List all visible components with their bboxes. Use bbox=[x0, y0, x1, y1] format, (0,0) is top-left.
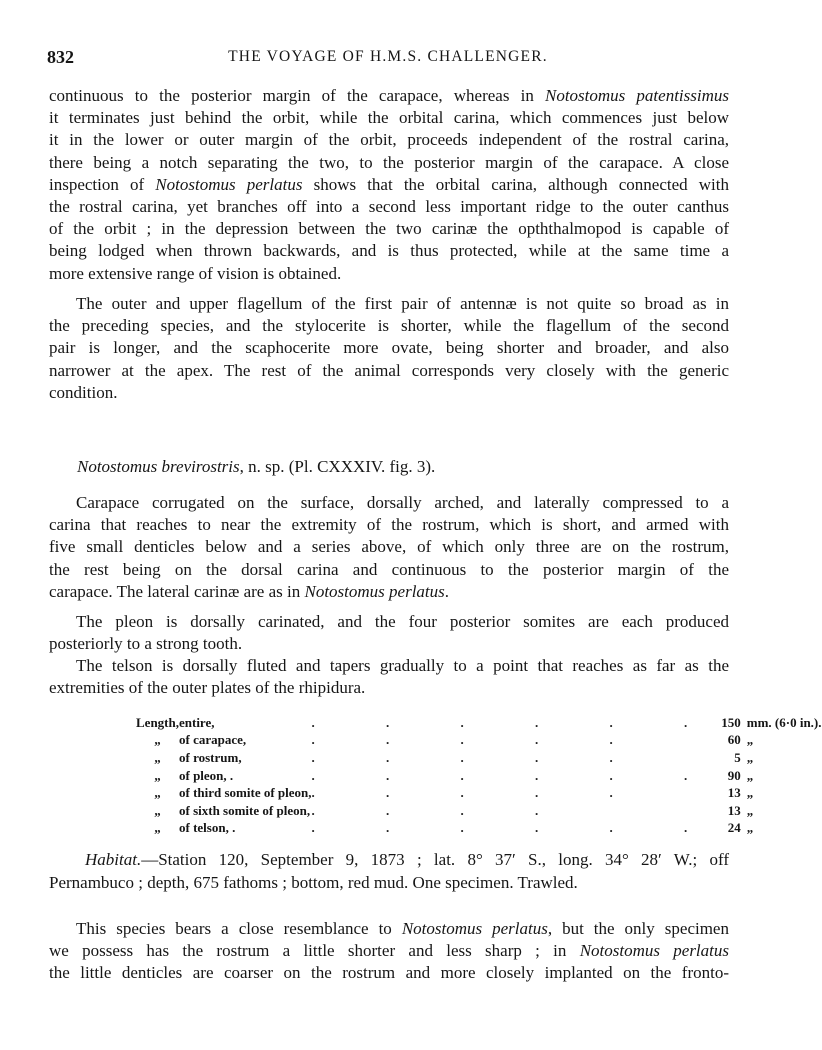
measurement-value: 13 bbox=[727, 802, 741, 818]
leader-dots: . . . . . . bbox=[311, 820, 722, 836]
measurement-prefix: Length, bbox=[136, 714, 179, 730]
species-name: Notostomus brevirostris bbox=[77, 457, 240, 476]
measurement-row bbox=[136, 820, 822, 838]
measurement-row bbox=[136, 714, 822, 732]
leader-dots: . . . . . bbox=[311, 749, 647, 765]
measurement-label: of sixth somite of pleon, bbox=[178, 802, 311, 818]
habitat-paragraph bbox=[49, 849, 729, 894]
measurement-label: of pleon, . bbox=[178, 767, 234, 783]
text-line: five small denticles below and a series above, of which only three are on the rostrum, bbox=[49, 537, 729, 557]
text-line: Pernambuco ; depth, 675 fathoms ; bottom, red mud. One specimen. Trawled. bbox=[49, 872, 578, 892]
text-line: continuous to the posterior margin of the carapace, whereas in Notostomus patentissimus bbox=[49, 86, 729, 105]
text-line: carina that reaches to near the extremity of the rostrum, which is short, and armed with bbox=[49, 515, 729, 535]
measurement-row bbox=[136, 802, 822, 820]
text-line: inspection of Notostomus perlatus shows that the orbital carina, although connected with bbox=[49, 174, 729, 194]
page-header bbox=[47, 47, 729, 69]
measurement-row bbox=[136, 784, 822, 802]
measurement-label: of third somite of pleon, bbox=[178, 785, 312, 801]
measurement-prefix: „ bbox=[154, 767, 161, 783]
paragraph-comparison bbox=[49, 918, 729, 985]
measurement-prefix: „ bbox=[154, 732, 161, 748]
text-line: the rostral carina, yet branches off into a second less important ridge to the outer canthus bbox=[49, 197, 729, 217]
measurement-label: of rostrum, bbox=[178, 749, 242, 765]
text-line: carapace. The lateral carinæ are as in Notostomus perlatus. bbox=[49, 581, 450, 601]
text-line: Habitat.—Station 120, September 9, 1873 ; lat. 8° 37′ S., long. 34° 28′ W.; off bbox=[85, 850, 729, 869]
measurement-unit: „ bbox=[746, 767, 754, 783]
text-line: The telson is dorsally fluted and tapers gradually to a point that reaches as far as the bbox=[76, 656, 729, 675]
habitat-label: Habitat. bbox=[85, 850, 142, 869]
measurement-value: 90 bbox=[727, 767, 741, 783]
measurement-unit: mm. (6·0 in.). bbox=[746, 714, 822, 730]
measurement-value: 60 bbox=[727, 732, 741, 748]
leader-dots: . . . . . bbox=[311, 785, 647, 801]
measurement-value: 150 bbox=[721, 714, 741, 730]
text-line: The pleon is dorsally carinated, and the four posterior somites are each produced bbox=[76, 612, 729, 631]
text-line: The outer and upper flagellum of the first pair of antennæ is not quite so broad as in bbox=[76, 294, 729, 313]
species-heading bbox=[77, 457, 435, 477]
measurement-value: 5 bbox=[734, 749, 741, 765]
measurement-unit: „ bbox=[746, 732, 754, 748]
paragraph-continuation bbox=[49, 85, 729, 285]
text-line: narrower at the apex. The rest of the animal corresponds very closely with the generic bbox=[49, 360, 729, 380]
text-line: condition. bbox=[49, 382, 118, 402]
measurement-value: 13 bbox=[727, 785, 741, 801]
text-line: it in the lower or outer margin of the orbit, proceeds independent of the rostral carina, bbox=[49, 130, 729, 150]
text-line: we possess has the rostrum a little shorter and less sharp ; in Notostomus perlatus bbox=[49, 941, 729, 961]
paragraph-antennae bbox=[49, 293, 729, 404]
species-reference: , n. sp. (Pl. CXXXIV. fig. 3). bbox=[239, 457, 436, 476]
measurement-label: entire, bbox=[178, 714, 215, 730]
leader-dots: . . . . . . bbox=[311, 767, 722, 783]
text-line: there being a notch separating the two, to the posterior margin of the carapace. A close bbox=[49, 152, 729, 172]
measurement-row bbox=[136, 732, 822, 750]
page-number: 832 bbox=[47, 47, 74, 67]
measurement-unit: „ bbox=[746, 749, 754, 765]
text-line: of the orbit ; in the depression between the two carinæ the opththalmopod is capable of bbox=[49, 219, 729, 239]
measurement-unit: „ bbox=[746, 785, 754, 801]
running-head: THE VOYAGE OF H.M.S. CHALLENGER. bbox=[228, 48, 548, 65]
text-line: This species bears a close resemblance to Notostomus perlatus, but the only specimen bbox=[76, 919, 729, 938]
measurement-prefix: „ bbox=[154, 749, 161, 765]
text-line: the rest being on the dorsal carina and continuous to the posterior margin of the bbox=[49, 559, 729, 579]
measurement-row bbox=[136, 767, 822, 785]
leader-dots: . . . . . . bbox=[311, 714, 722, 730]
measurement-label: of carapace, bbox=[178, 732, 247, 748]
measurements-table bbox=[136, 714, 822, 837]
paragraph-telson bbox=[49, 655, 729, 699]
leader-dots: . . . . . bbox=[311, 732, 647, 748]
measurement-prefix: „ bbox=[154, 820, 161, 836]
measurement-unit: „ bbox=[746, 820, 754, 836]
paragraph-carapace bbox=[49, 492, 729, 603]
leader-dots: . . . . bbox=[311, 802, 573, 818]
text-line: posteriorly to a strong tooth. bbox=[49, 634, 243, 654]
measurement-row bbox=[136, 749, 822, 767]
text-line: more extensive range of vision is obtained. bbox=[49, 263, 342, 283]
text-line: Carapace corrugated on the surface, dorsally arched, and laterally compressed to a bbox=[76, 493, 729, 512]
text-line: the preceding species, and the stylocerite is shorter, while the flagellum of the second bbox=[49, 316, 729, 336]
paragraph-pleon bbox=[49, 611, 729, 655]
measurement-unit: „ bbox=[746, 802, 754, 818]
measurement-prefix: „ bbox=[154, 802, 161, 818]
text-line: the little denticles are coarser on the rostrum and more closely implanted on the fronto- bbox=[49, 963, 729, 983]
text-line: extremities of the outer plates of the rhipidura. bbox=[49, 678, 366, 698]
text-line: pair is longer, and the scaphocerite more ovate, being shorter and broader, and also bbox=[49, 338, 729, 358]
measurement-prefix: „ bbox=[154, 785, 161, 801]
measurement-value: 24 bbox=[727, 820, 741, 836]
text-line: being lodged when thrown backwards, and is thus protected, while at the same time a bbox=[49, 241, 729, 261]
measurement-label: of telson, . bbox=[178, 820, 236, 836]
text-line: it terminates just behind the orbit, while the orbital carina, which commences just below bbox=[49, 108, 729, 128]
